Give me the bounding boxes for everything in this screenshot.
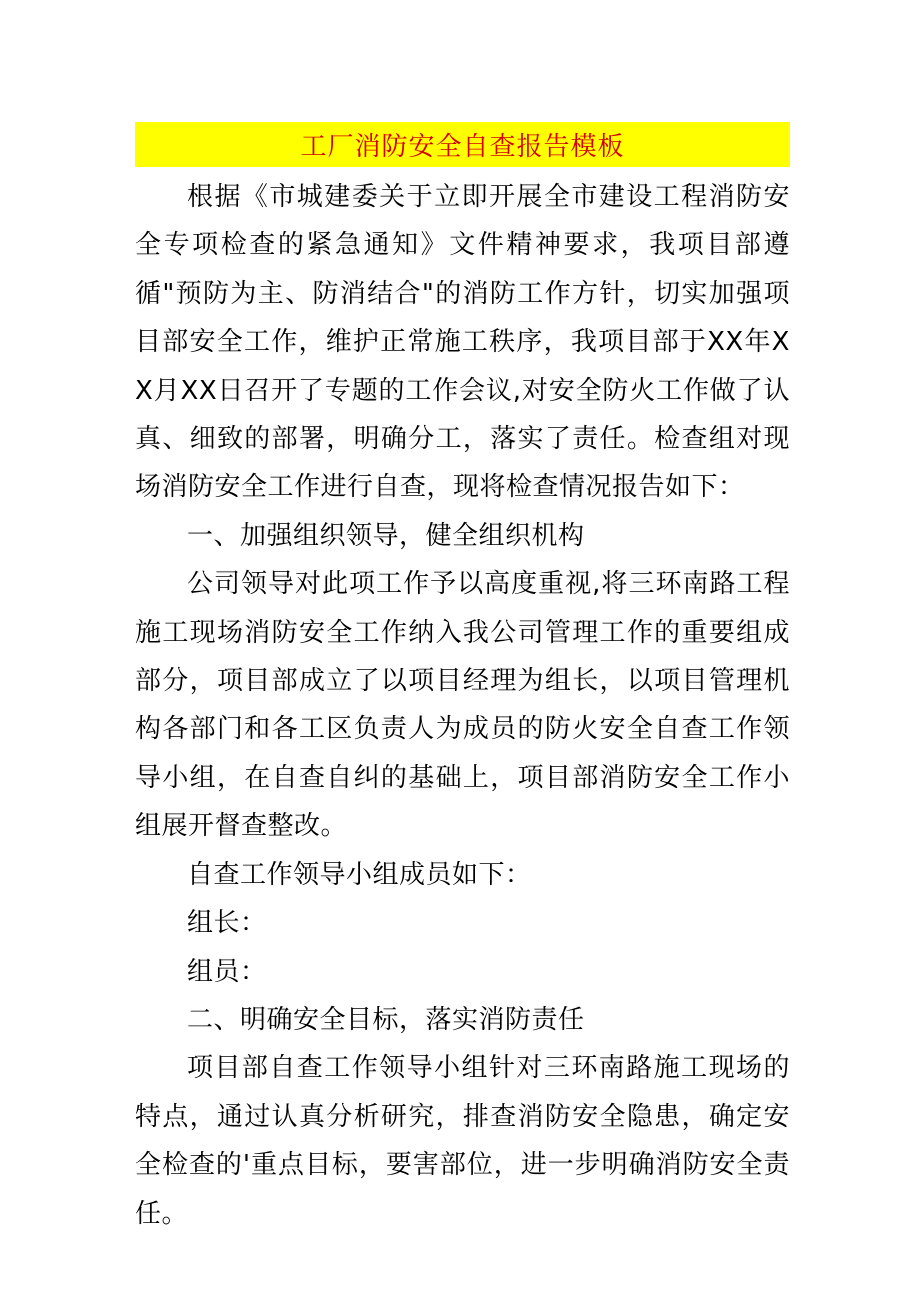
team-leader-line: 组长：: [187, 908, 267, 939]
document-page: [135, 122, 790, 1238]
section-1-paragraph: 公司领导对此项工作予以高度重视,将三环南路工程施工现场消防安全工作纳入我公司管理工作的重要组成部分，项目部成立了以项目经理为组长，以项目管理机构各部门和各工区负责人为成员的防火安全自查工作领导小组，在自查自纠的基础上，项目部消防安全工作小组展开督查整改。: [135, 569, 790, 842]
section-heading-2: 二、明确安全目标，落实消防责任: [187, 1004, 585, 1035]
section-2-paragraph: 项目部自查工作领导小组针对三环南路施工现场的特点，通过认真分析研究，排查消防安全隐患，确定安全检查的'重点目标，要害部位，进一步明确消防安全责任。: [135, 1053, 790, 1229]
section-heading-1: 一、加强组织领导，健全组织机构: [187, 520, 585, 551]
document-body: [135, 173, 790, 1238]
title-highlight: [135, 122, 790, 167]
intro-paragraph: 根据《市城建委关于立即开展全市建设工程消防安全专项检查的紧急通知》文件精神要求，我项目部遵循"预防为主、防消结合"的消防工作方针，切实加强项目部安全工作，维护正常施工秩序，我项目部于XX年XX月XX日召开了专题的工作会议,对安全防火工作做了认真、细致的部署，明确分工，落实了责任。检查组对现场消防安全工作进行自查，现将检查情况报告如下：: [135, 182, 790, 503]
document-title: 工厂消防安全自查报告模板: [300, 132, 625, 162]
members-intro: 自查工作领导小组成员如下：: [187, 859, 532, 890]
team-members-line: 组员：: [187, 956, 267, 987]
